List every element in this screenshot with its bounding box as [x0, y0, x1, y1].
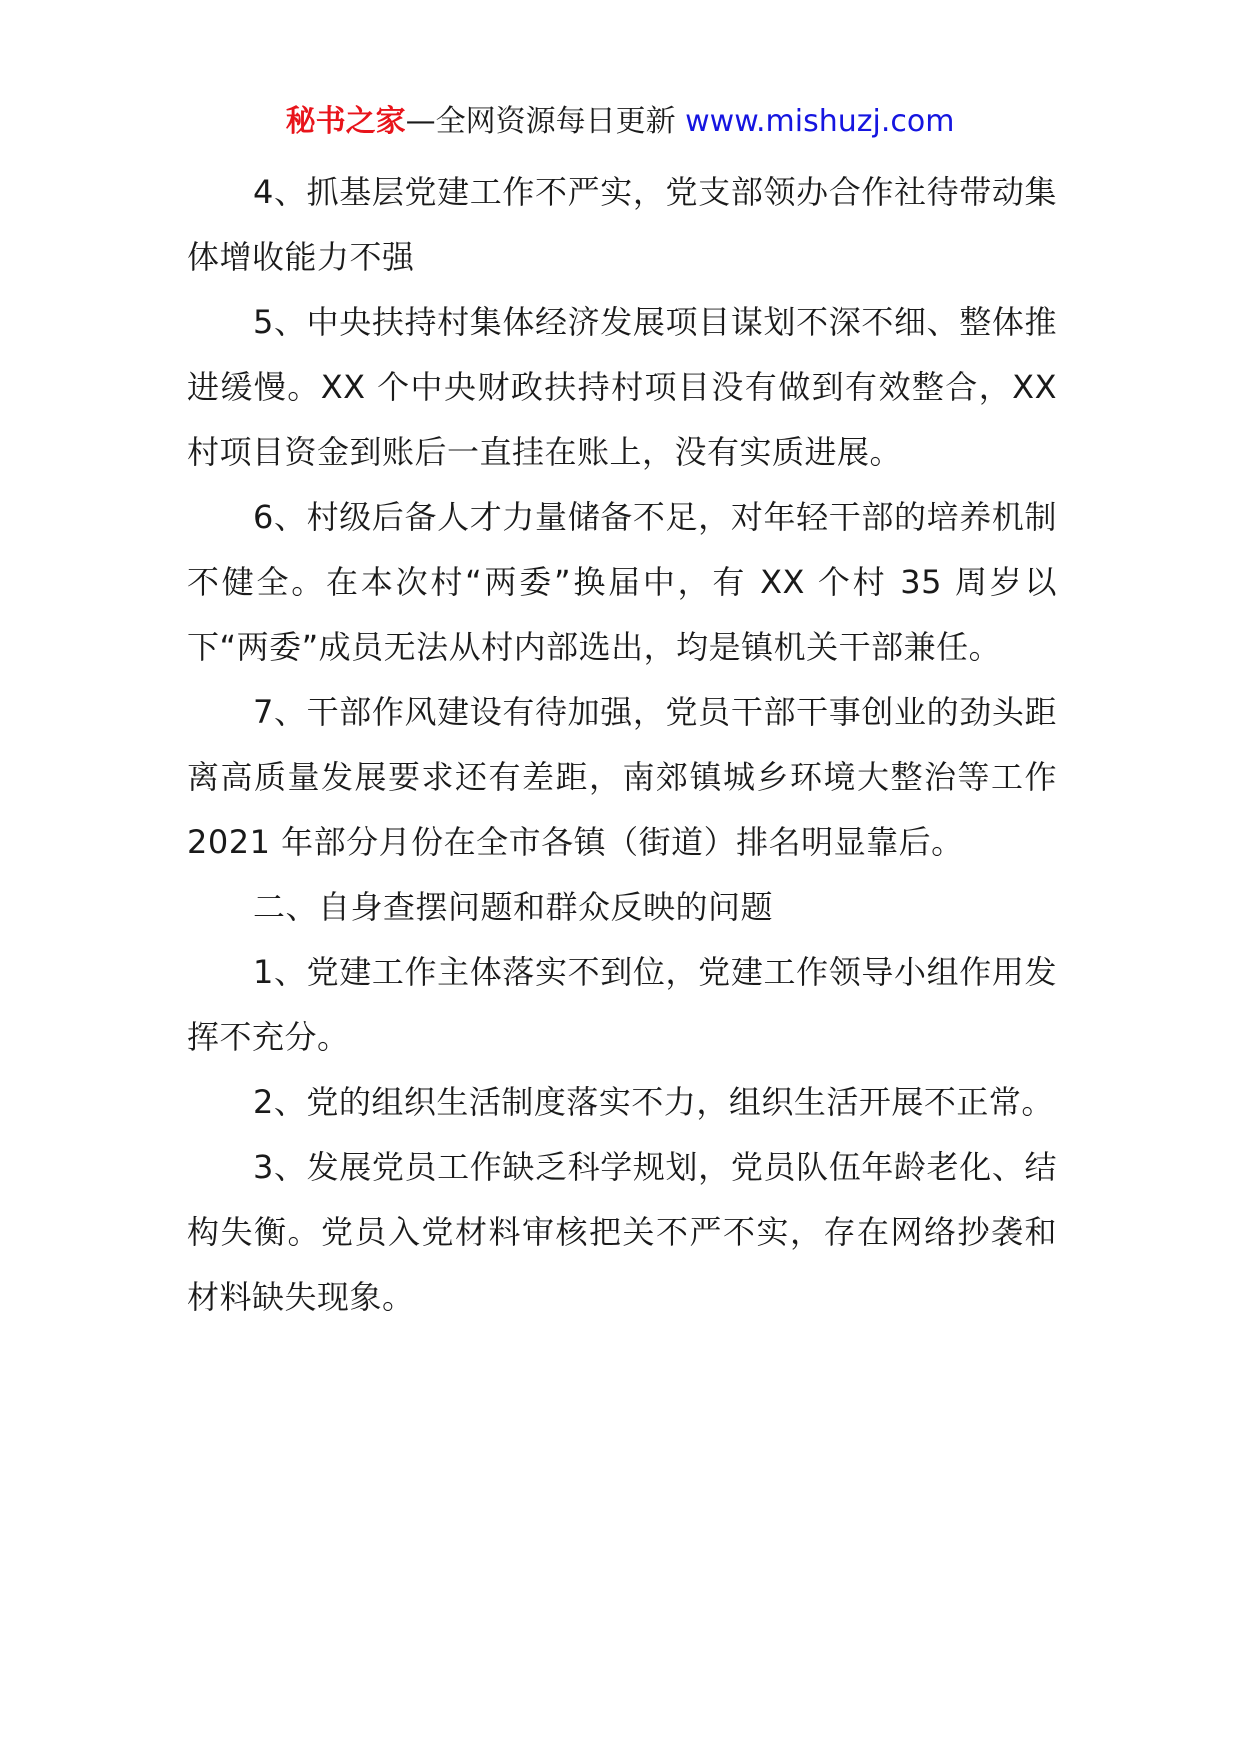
- paragraph-item-2: 2、党的组织生活制度落实不力，组织生活开展不正常。: [253, 1083, 1054, 1121]
- paragraph-item-1: 1、党建工作主体落实不到位，党建工作领导小组作用发挥不充分。: [187, 953, 1057, 1056]
- document-body: [187, 160, 1057, 1330]
- site-url-link[interactable]: www.mishuzj.com: [685, 104, 955, 139]
- page-header: [0, 100, 1240, 144]
- paragraph-item-3: 3、发展党员工作缺乏科学规划，党员队伍年龄老化、结构失衡。党员入党材料审核把关不严不实，存在网络抄袭和材料缺失现象。: [187, 1148, 1057, 1316]
- section-heading: 二、自身查摆问题和群众反映的问题: [253, 888, 774, 926]
- brand-name: 秘书之家: [285, 104, 406, 139]
- header-tagline: —全网资源每日更新: [405, 104, 686, 139]
- paragraph-item-5: 5、中央扶持村集体经济发展项目谋划不深不细、整体推进缓慢。XX 个中央财政扶持村项目没有做到有效整合，XX 村项目资金到账后一直挂在账上，没有实质进展。: [187, 303, 1057, 471]
- paragraph-item-6: 6、村级后备人才力量储备不足，对年轻干部的培养机制不健全。在本次村“两委”换届中，有 XX 个村 35 周岁以下“两委”成员无法从村内部选出，均是镇机关干部兼任。: [187, 498, 1057, 666]
- paragraph-item-7: 7、干部作风建设有待加强，党员干部干事创业的劲头距离高质量发展要求还有差距，南郊镇城乡环境大整治等工作 2021 年部分月份在全市各镇（街道）排名明显靠后。: [187, 693, 1057, 861]
- paragraph-item-4: 4、抓基层党建工作不严实，党支部领办合作社待带动集体增收能力不强: [187, 173, 1057, 276]
